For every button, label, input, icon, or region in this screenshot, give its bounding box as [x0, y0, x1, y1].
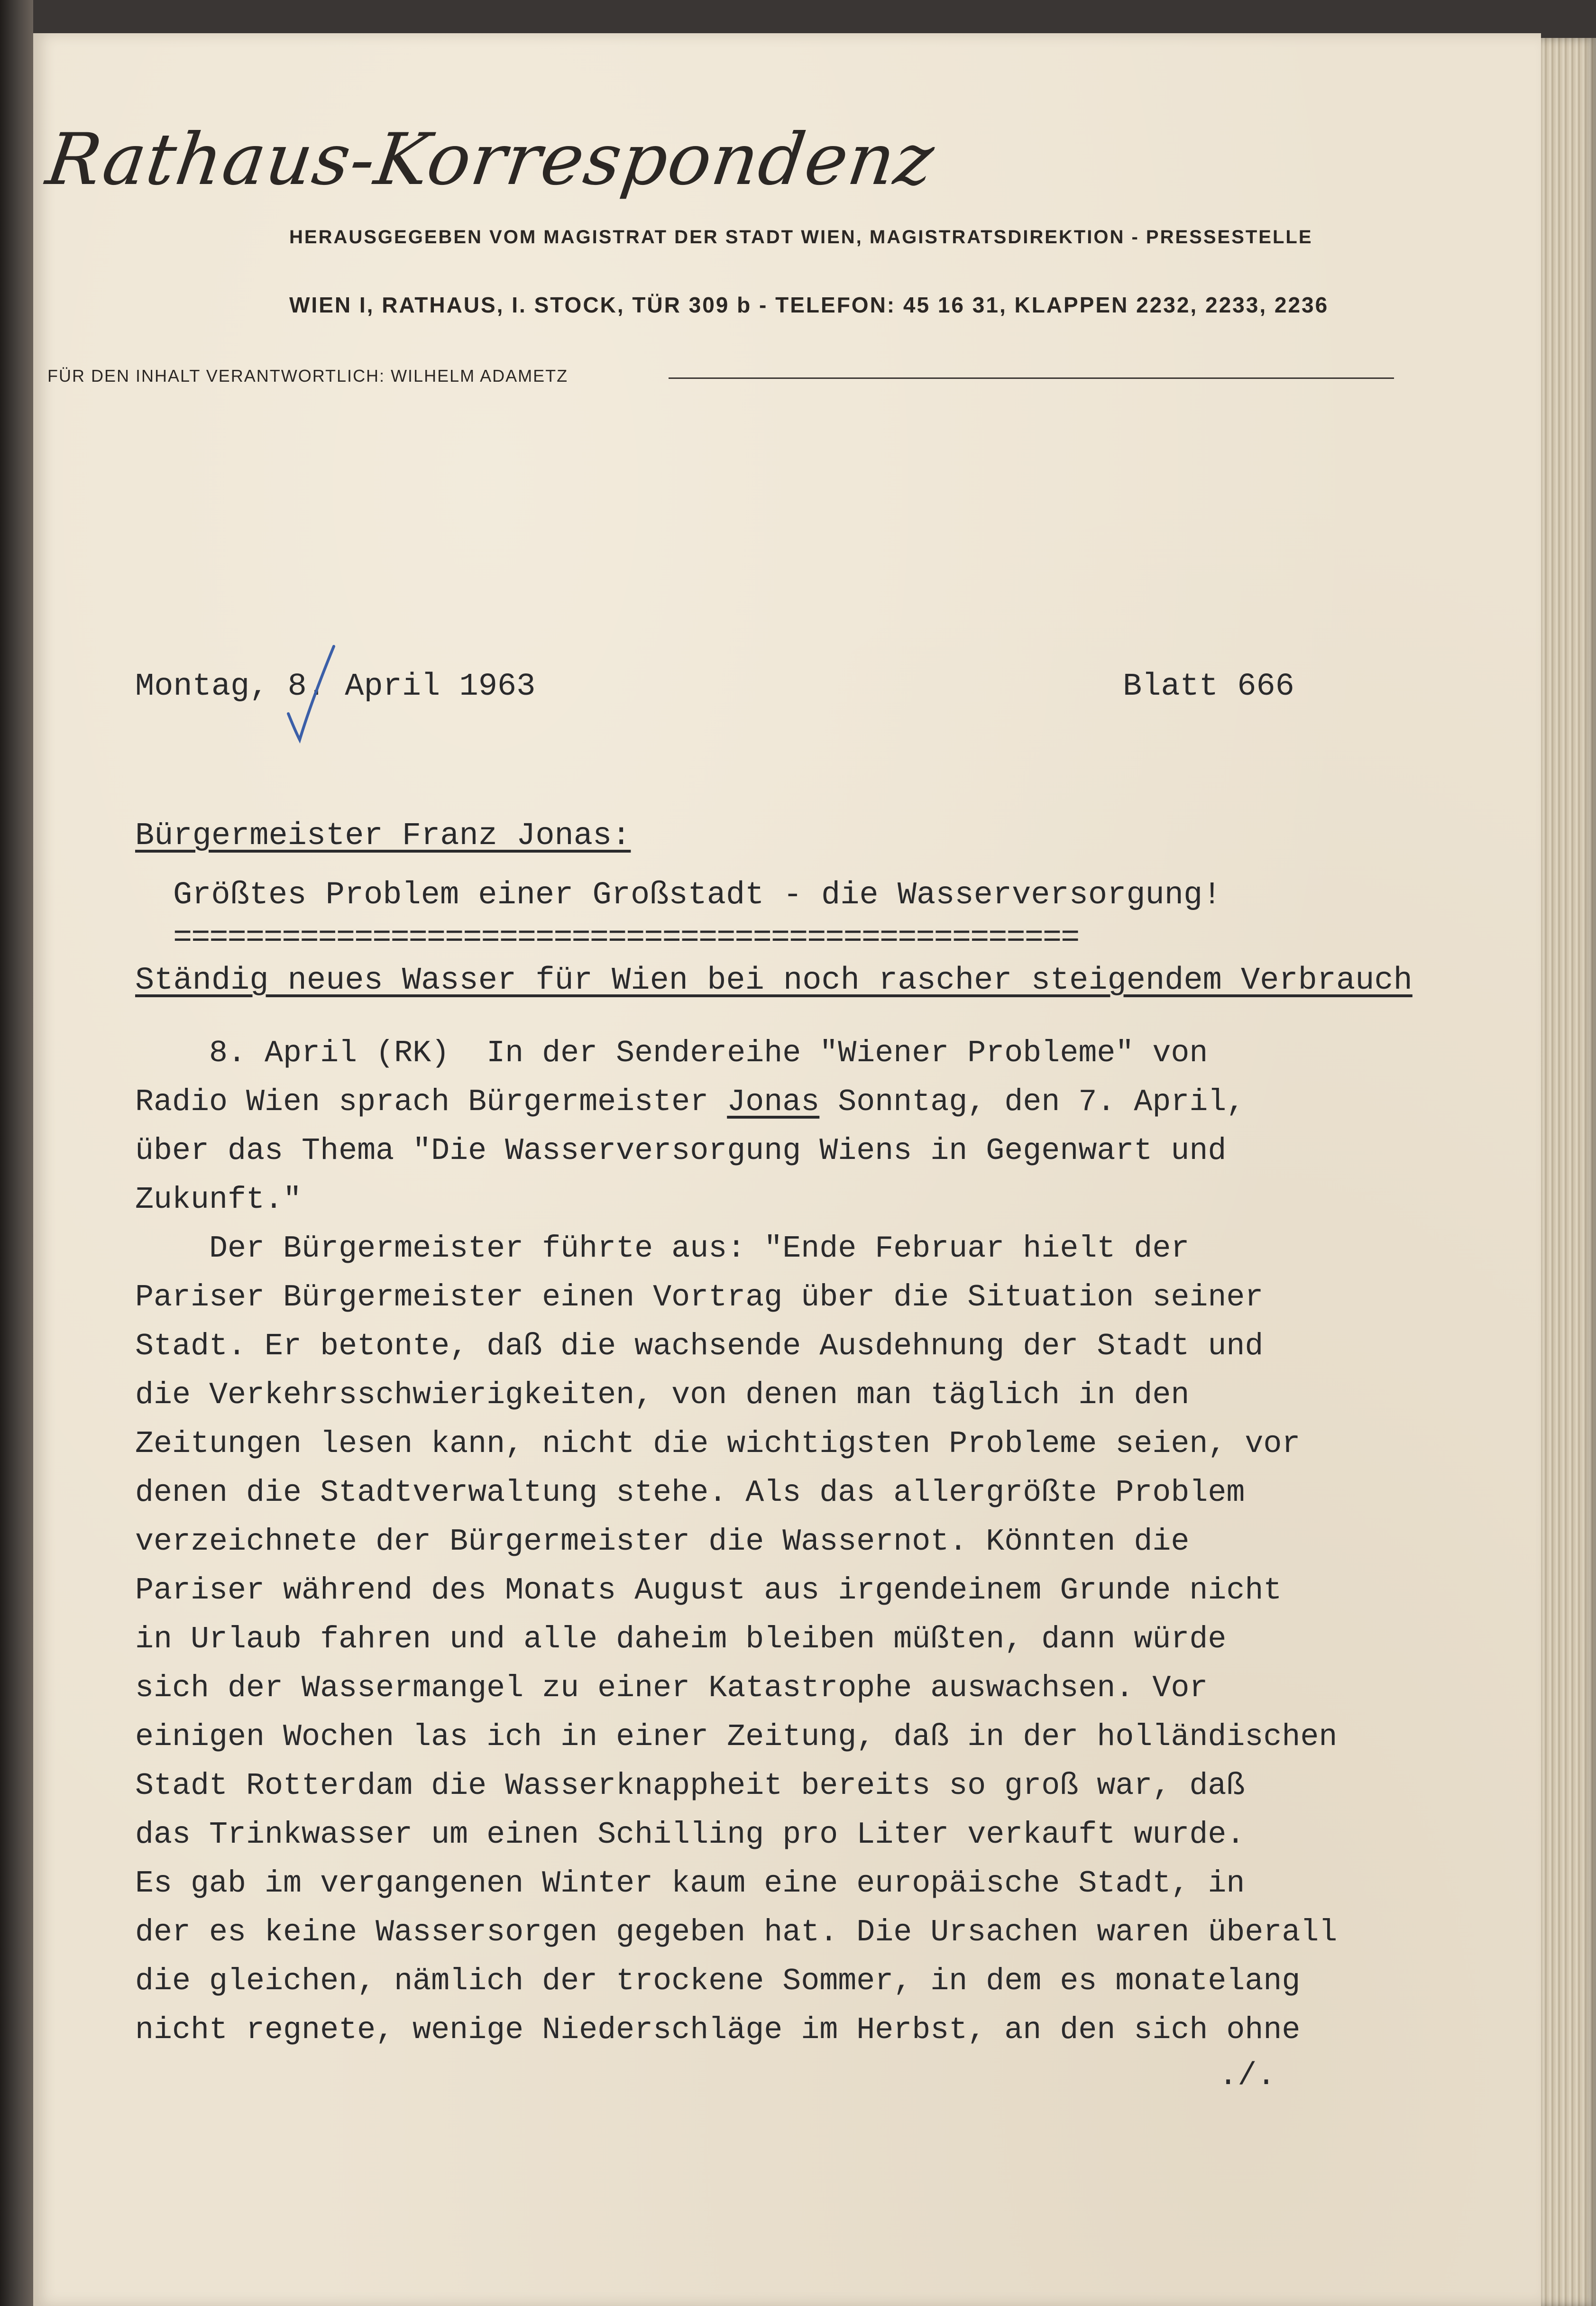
headline-double-rule: ==================================================	[173, 920, 1079, 956]
continuation-mark: ./.	[1219, 2058, 1276, 2094]
body-line: Zeitungen lesen kann, nicht die wichtigsten Probleme seien, vor	[135, 1426, 1301, 1461]
body-line: die gleichen, nämlich der trockene Sommer, in dem es monatelang	[135, 1964, 1301, 1999]
underlined-name: Jonas	[727, 1084, 820, 1120]
article-body	[135, 1029, 1337, 2055]
body-line: Zukunft."	[135, 1182, 302, 1217]
body-line: über das Thema "Die Wasserversorgung Wiens in Gegenwart und	[135, 1133, 1227, 1168]
body-line: das Trinkwasser um einen Schilling pro Liter verkauft wurde.	[135, 1817, 1245, 1852]
body-line: Pariser Bürgermeister einen Vortrag über die Situation seiner	[135, 1280, 1264, 1315]
headline-speaker: Bürgermeister Franz Jonas:	[135, 818, 631, 854]
body-line: Pariser während des Monats August aus irgendeinem Grunde nicht	[135, 1573, 1282, 1608]
body-line: in Urlaub fahren und alle daheim bleiben müßten, dann würde	[135, 1622, 1227, 1657]
body-line: 8. April (RK) In der Sendereihe "Wiener Probleme" von	[135, 1036, 1208, 1071]
masthead-title: Rathaus-Korrespondenz	[41, 119, 940, 201]
handwritten-check-icon	[284, 643, 337, 747]
header-rule	[669, 377, 1394, 379]
responsible-line: FÜR DEN INHALT VERANTWORTLICH: WILHELM ADAMETZ	[47, 366, 569, 386]
body-line: Stadt Rotterdam die Wasserknappheit bereits so groß war, daß	[135, 1768, 1245, 1803]
body-line: einigen Wochen las ich in einer Zeitung, daß in der holländischen	[135, 1719, 1338, 1755]
body-line: Der Bürgermeister führte aus: "Ende Februar hielt der	[135, 1231, 1190, 1266]
body-line: die Verkehrsschwierigkeiten, von denen man täglich in den	[135, 1378, 1190, 1413]
headline-subtitle: Ständig neues Wasser für Wien bei noch rascher steigendem Verbrauch	[135, 963, 1413, 999]
body-line: sich der Wassermangel zu einer Katastrophe auswachsen. Vor	[135, 1671, 1208, 1706]
date-line: Montag, 8. April 1963	[135, 669, 536, 705]
body-line: der es keine Wassersorgen gegeben hat. Die Ursachen waren überall	[135, 1915, 1338, 1950]
page-edges	[1541, 38, 1596, 2306]
body-line: Radio Wien sprach Bürgermeister Jonas Sonntag, den 7. April,	[135, 1084, 1245, 1120]
sheet-number: Blatt 666	[1123, 669, 1294, 705]
publisher-line: HERAUSGEGEBEN VOM MAGISTRAT DER STADT WIEN, MAGISTRATSDIREKTION - PRESSESTELLE	[289, 227, 1313, 248]
body-line: denen die Stadtverwaltung stehe. Als das allergrößte Problem	[135, 1475, 1245, 1510]
body-line: Stadt. Er betonte, daß die wachsende Ausdehnung der Stadt und	[135, 1329, 1264, 1364]
headline-main: Größtes Problem einer Großstadt - die Wasserversorgung!	[173, 877, 1222, 913]
address-line: WIEN I, RATHAUS, I. STOCK, TÜR 309 b - TELEFON: 45 16 31, KLAPPEN 2232, 2233, 2236	[289, 293, 1329, 317]
body-line: Es gab im vergangenen Winter kaum eine europäische Stadt, in	[135, 1866, 1245, 1901]
body-line: verzeichnete der Bürgermeister die Wassernot. Könnten die	[135, 1524, 1190, 1559]
body-line: nicht regnete, wenige Niederschläge im Herbst, an den sich ohne	[135, 2012, 1301, 2048]
book-binding	[0, 0, 33, 2306]
